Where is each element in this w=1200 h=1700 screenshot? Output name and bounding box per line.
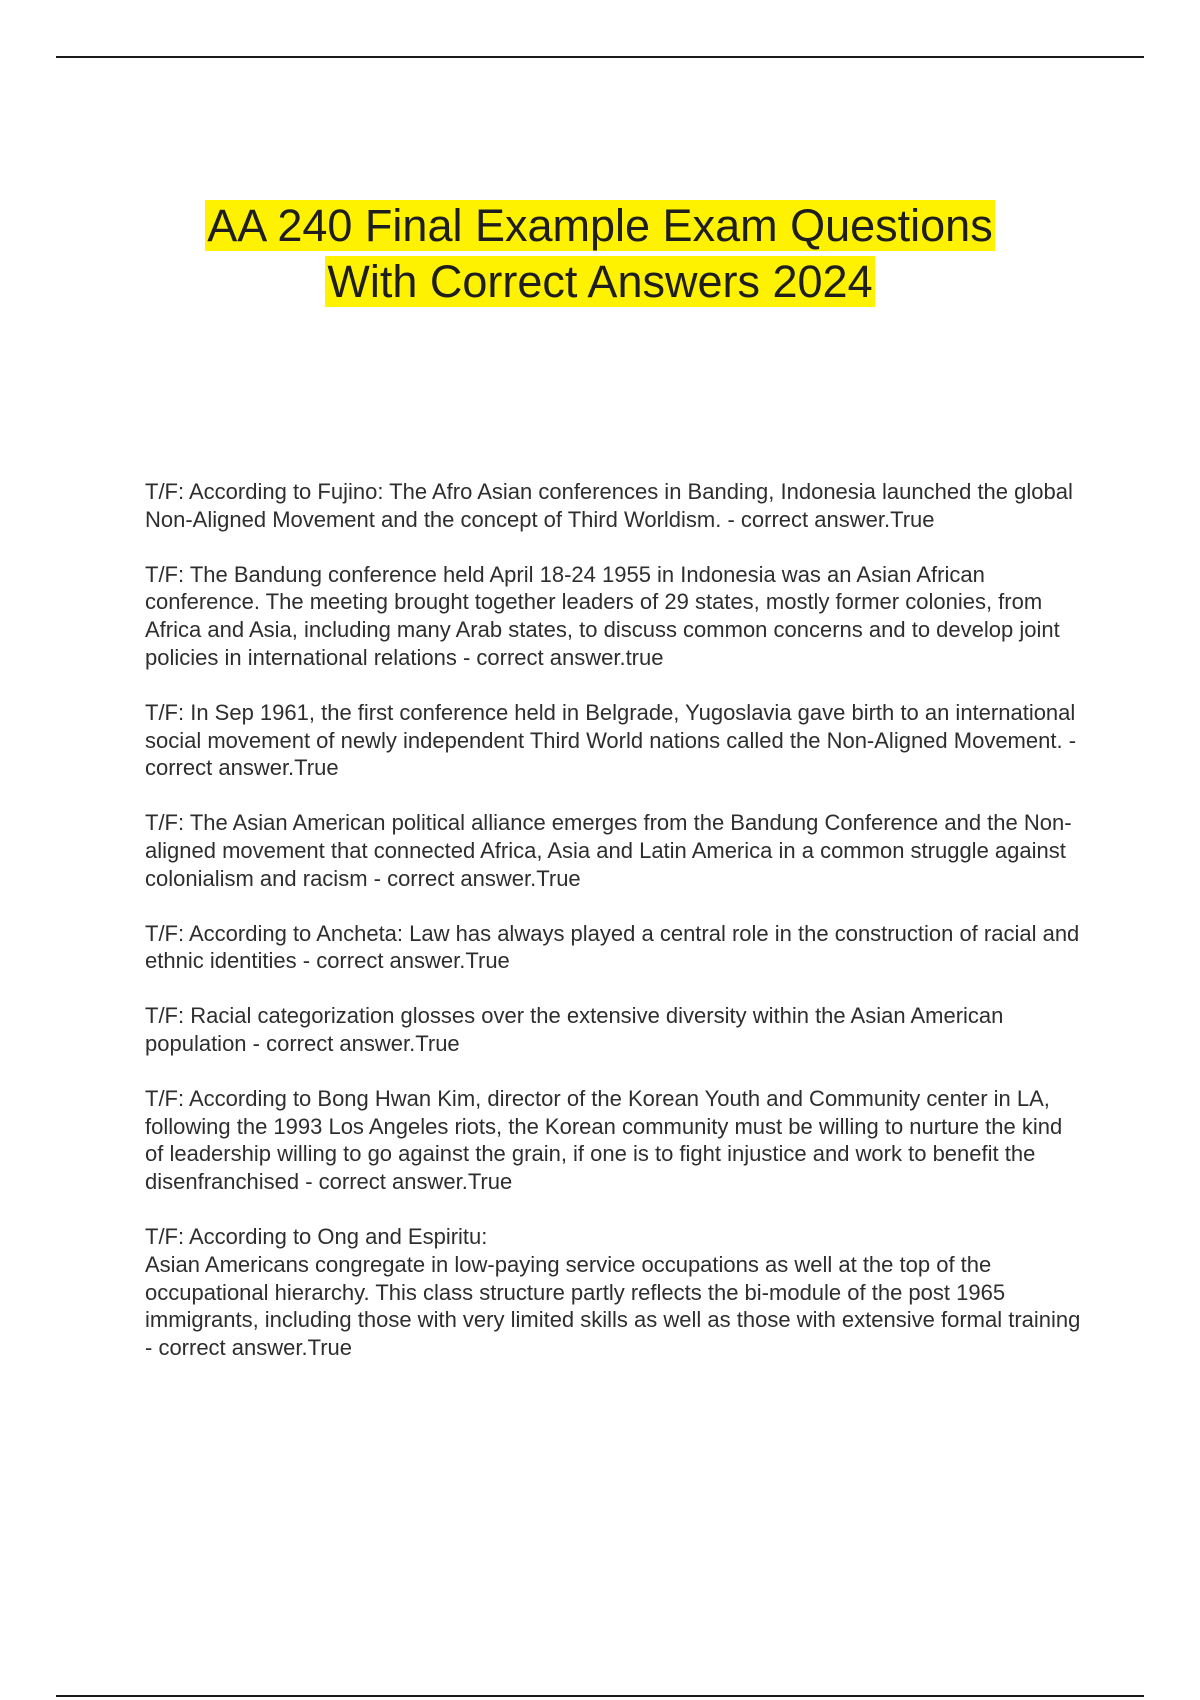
question-item: T/F: According to Fujino: The Afro Asian conferences in Banding, Indonesia launched the global Non-Aligned Movement and the concept of Third Worldism. - correct answer.True xyxy=(145,479,1073,532)
question-item: T/F: Racial categorization glosses over the extensive diversity within the Asian American population - correct answer.True xyxy=(145,1003,1004,1056)
title-line-1: AA 240 Final Example Exam Questions xyxy=(207,200,993,251)
question-item: T/F: The Asian American political alliance emerges from the Bandung Conference and the Non-aligned movement that connected Africa, Asia and Latin America in a common struggle against colonialism and racism - correct answer.True xyxy=(145,810,1072,891)
question-item: T/F: According to Bong Hwan Kim, director of the Korean Youth and Community center in LA, following the 1993 Los Angeles riots, the Korean community must be willing to nurture the kind of leadership willing to go against the grain, if one is to fight injustice and work to benefit the disenfranchised - correct answer.True xyxy=(145,1085,1063,1195)
question-list xyxy=(145,478,1085,1389)
title-line-2: With Correct Answers 2024 xyxy=(327,256,873,307)
question-item: T/F: The Bandung conference held April 18-24 1955 in Indonesia was an Asian African conference. The meeting brought together leaders of 29 states, mostly former colonies, from Africa and Asia, including many Arab states, to discuss common concerns and to develop joint policies in international relations - correct answer.true xyxy=(145,561,1060,670)
question-item: T/F: In Sep 1961, the first conference held in Belgrade, Yugoslavia gave birth to an international social movement of newly independent Third World nations called the Non-Aligned Movement. - correct answer.True xyxy=(145,699,1077,781)
question-item: T/F: According to Ong and Espiritu: Asian Americans congregate in low-paying service occupations as well at the top of the occupational hierarchy. This class structure partly reflects the bi-module of the post 1965 immigrants, including those with very limited skills as well as those with extensive formal training - correct answer.True xyxy=(145,1223,1081,1361)
bottom-divider xyxy=(56,1695,1144,1697)
top-divider xyxy=(56,56,1144,58)
question-item: T/F: According to Ancheta: Law has always played a central role in the construction of racial and ethnic identities - correct answer.True xyxy=(145,920,1080,974)
page-title xyxy=(0,198,1200,310)
